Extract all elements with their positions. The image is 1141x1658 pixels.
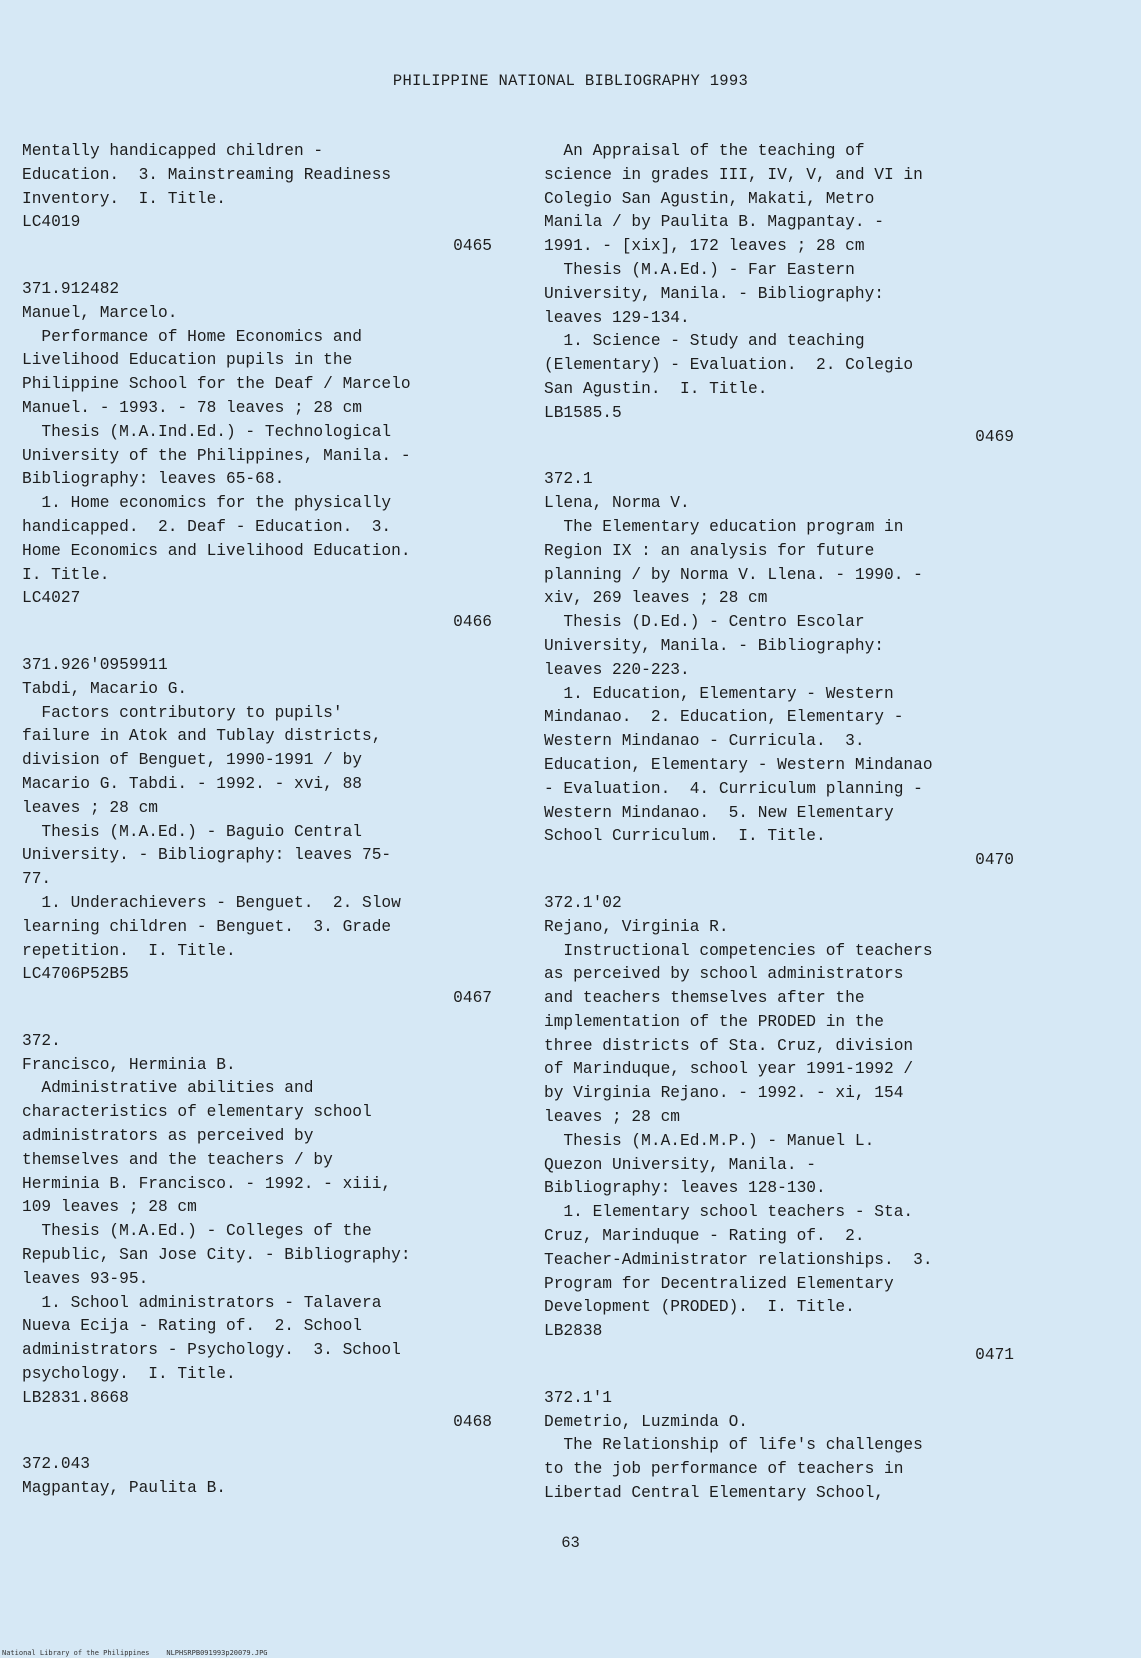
- entry-line: Administrative abilities and: [22, 1079, 314, 1098]
- entry-line: University, Manila. - Bibliography:: [544, 636, 884, 655]
- bibliography-entry: [544, 468, 1014, 873]
- entry-line: division of Benguet, 1990-1991 / by: [22, 751, 362, 770]
- entry-line: leaves 93-95.: [22, 1269, 149, 1288]
- entry-line: 372.: [22, 1031, 61, 1050]
- bibliography-entry: [22, 654, 492, 1011]
- bibliography-entry: [22, 278, 492, 635]
- entry-line: University of the Philippines, Manila. -: [22, 446, 411, 465]
- entry-line: failure in Atok and Tublay districts,: [22, 727, 382, 746]
- entry-line: (Elementary) - Evaluation. 2. Colegio: [544, 356, 914, 375]
- entry-line: 1. School administrators - Talavera: [22, 1293, 382, 1312]
- entry-line: xiv, 269 leaves ; 28 cm: [544, 589, 768, 608]
- entry-line: 372.043: [22, 1455, 90, 1474]
- entry-line: Mentally handicapped children -: [22, 142, 324, 160]
- entry-line: LC4019: [22, 213, 81, 232]
- entry-line: Thesis (D.Ed.) - Centro Escolar: [544, 613, 865, 632]
- entry-line: University. - Bibliography: leaves 75-: [22, 846, 392, 865]
- entry-line: LB1585.5: [544, 403, 622, 422]
- entry-line: 109 leaves ; 28 cm: [22, 1198, 197, 1217]
- entry-number: 0467: [453, 989, 492, 1008]
- entry-line: An Appraisal of the teaching of: [544, 142, 865, 160]
- entry-line: Colegio San Agustin, Makati, Metro: [544, 189, 875, 208]
- entry-line: Philippine School for the Deaf / Marcelo: [22, 375, 411, 394]
- entry-line: Livelihood Education pupils in the: [22, 351, 353, 370]
- entry-gap: [22, 635, 492, 654]
- entry-line: University, Manila. - Bibliography:: [544, 284, 884, 303]
- entry-line: Inventory. I. Title.: [22, 189, 226, 208]
- bibliography-entry: [544, 140, 1014, 449]
- entry-line: Education. 3. Mainstreaming Readiness: [22, 165, 392, 184]
- scan-footer: National Library of the Philippines NLPHSRPB091993p20079.JPG: [2, 1649, 268, 1657]
- entry-line: 1991. - [xix], 172 leaves ; 28 cm: [544, 237, 865, 256]
- entry-line: Magpantay, Paulita B.: [22, 1479, 226, 1498]
- entry-line: Francisco, Herminia B.: [22, 1055, 236, 1074]
- entry-line: 372.1: [544, 470, 593, 489]
- entry-line: characteristics of elementary school: [22, 1103, 372, 1122]
- entry-line: 372.1'1: [544, 1388, 612, 1407]
- entry-line: implementation of the PRODED in the: [544, 1012, 884, 1031]
- entry-number: 0465: [453, 237, 492, 256]
- entry-line: administrators as perceived by: [22, 1127, 314, 1146]
- entry-line: Libertad Central Elementary School,: [544, 1484, 884, 1503]
- entry-line: Thesis (M.A.Ind.Ed.) - Technological: [22, 422, 392, 441]
- entry-line: 1. Underachievers - Benguet. 2. Slow: [22, 893, 401, 912]
- entry-line: Republic, San Jose City. - Bibliography:: [22, 1246, 411, 1265]
- entry-line: Manila / by Paulita B. Magpantay. -: [544, 213, 884, 232]
- entry-line: Llena, Norma V.: [544, 494, 690, 513]
- entry-line: of Marinduque, school year 1991-1992 /: [544, 1060, 914, 1079]
- entry-line: repetition. I. Title.: [22, 941, 236, 960]
- entry-line: The Elementary education program in: [544, 517, 904, 536]
- entry-line: I. Title.: [22, 565, 110, 584]
- entry-line: and teachers themselves after the: [544, 989, 865, 1008]
- entry-line: Mindanao. 2. Education, Elementary -: [544, 708, 904, 727]
- bibliography-entry: [544, 1387, 1014, 1506]
- bibliography-entry: [22, 1030, 492, 1435]
- entry-line: Bibliography: leaves 128-130.: [544, 1179, 826, 1198]
- entry-line: LB2838: [544, 1322, 603, 1341]
- entry-line: by Virginia Rejano. - 1992. - xi, 154: [544, 1084, 904, 1103]
- entry-line: Thesis (M.A.Ed.M.P.) - Manuel L.: [544, 1131, 875, 1150]
- entry-line: Home Economics and Livelihood Education.: [22, 541, 411, 560]
- entry-number: 0470: [975, 851, 1014, 870]
- entry-line: Nueva Ecija - Rating of. 2. School: [22, 1317, 362, 1336]
- entry-line: Factors contributory to pupils': [22, 703, 343, 722]
- entry-line: leaves ; 28 cm: [22, 798, 158, 817]
- entry-line: Thesis (M.A.Ed.) - Far Eastern: [544, 260, 855, 279]
- entry-line: 372.1'02: [544, 893, 622, 912]
- entry-line: Thesis (M.A.Ed.) - Colleges of the: [22, 1222, 372, 1241]
- entry-line: The Relationship of life's challenges: [544, 1436, 923, 1455]
- entry-line: Performance of Home Economics and: [22, 327, 362, 346]
- entry-line: Program for Decentralized Elementary: [544, 1274, 894, 1293]
- entry-line: learning children - Benguet. 3. Grade: [22, 917, 392, 936]
- bibliography-entry: [22, 1453, 492, 1501]
- entry-line: Macario G. Tabdi. - 1992. - xvi, 88: [22, 774, 362, 793]
- entry-line: Cruz, Marinduque - Rating of. 2.: [544, 1227, 865, 1246]
- entry-line: leaves ; 28 cm: [544, 1108, 680, 1127]
- entry-line: Western Mindanao - Curricula. 3.: [544, 732, 865, 751]
- entry-line: 1. Science - Study and teaching: [544, 332, 865, 351]
- entry-line: Instructional competencies of teachers: [544, 941, 933, 960]
- entry-line: LB2831.8668: [22, 1388, 129, 1407]
- entry-line: as perceived by school administrators: [544, 965, 904, 984]
- entry-line: 1. Home economics for the physically: [22, 494, 392, 513]
- entry-line: Herminia B. Francisco. - 1992. - xiii,: [22, 1174, 392, 1193]
- entry-line: three districts of Sta. Cruz, division: [544, 1036, 914, 1055]
- entry-line: San Agustin. I. Title.: [544, 379, 768, 398]
- entry-line: Manuel, Marcelo.: [22, 303, 178, 322]
- bibliography-entry: [22, 140, 492, 259]
- entry-line: Western Mindanao. 5. New Elementary: [544, 803, 894, 822]
- entry-number: 0469: [975, 427, 1014, 446]
- entry-line: psychology. I. Title.: [22, 1365, 236, 1384]
- entry-number: 0466: [453, 613, 492, 632]
- entry-line: LC4706P52B5: [22, 965, 129, 984]
- entry-number: 0471: [975, 1346, 1014, 1365]
- right-column: [544, 140, 1014, 1506]
- entry-number: 0468: [453, 1412, 492, 1431]
- entry-line: Tabdi, Macario G.: [22, 679, 188, 698]
- entry-gap: [544, 1368, 1014, 1387]
- entry-gap: [22, 1434, 492, 1453]
- entry-line: 1. Elementary school teachers - Sta.: [544, 1203, 914, 1222]
- entry-line: 371.912482: [22, 279, 120, 298]
- entry-line: Demetrio, Luzminda O.: [544, 1412, 748, 1431]
- entry-line: handicapped. 2. Deaf - Education. 3.: [22, 517, 392, 536]
- entry-line: planning / by Norma V. Llena. - 1990. -: [544, 565, 923, 584]
- entry-line: Quezon University, Manila. -: [544, 1155, 816, 1174]
- entry-line: Development (PRODED). I. Title.: [544, 1298, 855, 1317]
- entry-line: Education, Elementary - Western Mindanao: [544, 755, 933, 774]
- entry-line: Region IX : an analysis for future: [544, 541, 875, 560]
- entry-line: Bibliography: leaves 65-68.: [22, 470, 285, 489]
- entry-line: - Evaluation. 4. Curriculum planning -: [544, 779, 923, 798]
- entry-line: 371.926'0959911: [22, 655, 168, 674]
- page-number: 63: [561, 1534, 580, 1552]
- entry-line: science in grades III, IV, V, and VI in: [544, 165, 923, 184]
- entry-gap: [22, 1011, 492, 1030]
- entry-line: Thesis (M.A.Ed.) - Baguio Central: [22, 822, 362, 841]
- entry-line: to the job performance of teachers in: [544, 1460, 904, 1479]
- entry-line: leaves 129-134.: [544, 308, 690, 327]
- entry-line: Teacher-Administrator relationships. 3.: [544, 1250, 933, 1269]
- entry-line: Rejano, Virginia R.: [544, 917, 729, 936]
- bibliography-entry: [544, 892, 1014, 1368]
- entry-gap: [544, 449, 1014, 468]
- entry-line: themselves and the teachers / by: [22, 1150, 333, 1169]
- entry-line: leaves 220-223.: [544, 660, 690, 679]
- entry-line: 77.: [22, 870, 52, 889]
- entry-gap: [544, 873, 1014, 892]
- entry-line: LC4027: [22, 589, 81, 608]
- left-column: [22, 140, 492, 1501]
- page-header: PHILIPPINE NATIONAL BIBLIOGRAPHY 1993: [392, 72, 749, 90]
- entry-gap: [22, 259, 492, 278]
- entry-line: administrators - Psychology. 3. School: [22, 1341, 401, 1360]
- entry-line: 1. Education, Elementary - Western: [544, 684, 894, 703]
- entry-line: School Curriculum. I. Title.: [544, 827, 826, 846]
- entry-line: Manuel. - 1993. - 78 leaves ; 28 cm: [22, 398, 362, 417]
